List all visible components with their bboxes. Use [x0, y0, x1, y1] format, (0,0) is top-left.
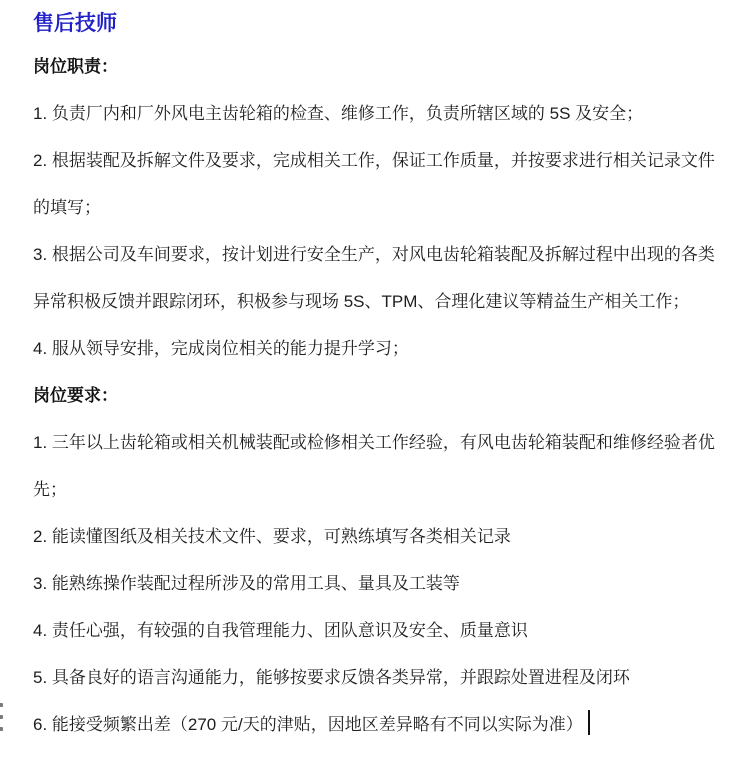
responsibility-item-2-line-1: 2. 根据装配及拆解文件及要求，完成相关工作，保证工作质量，并按要求进行相关记录文件	[33, 151, 715, 170]
responsibility-item-3-line-2: 异常积极反馈并跟踪闭环，积极参与现场 5S、TPM、合理化建议等精益生产相关工作；	[33, 292, 690, 311]
drag-handle-icon	[0, 703, 4, 735]
responsibility-item-2-line-2: 的填写；	[33, 198, 101, 217]
text-cursor	[588, 710, 590, 735]
section-heading-requirements: 岗位要求：	[33, 386, 118, 405]
requirement-item-1-line-2: 先；	[33, 480, 67, 499]
drag-handle-dot	[0, 727, 3, 731]
requirement-item-6-text: 6. 能接受频繁出差（270 元/天的津贴，因地区差异略有不同以实际为准）	[33, 715, 583, 734]
requirement-item-5-line-1: 5. 具备良好的语言沟通能力，能够按要求反馈各类异常，并跟踪处置进程及闭环	[33, 668, 630, 687]
page-title: 售后技师	[33, 12, 117, 35]
responsibility-item-4-line-1: 4. 服从领导安排，完成岗位相关的能力提升学习；	[33, 339, 409, 358]
requirement-item-3-line-1: 3. 能熟练操作装配过程所涉及的常用工具、量具及工装等	[33, 574, 460, 593]
responsibility-item-3-line-1: 3. 根据公司及车间要求，按计划进行安全生产，对风电齿轮箱装配及拆解过程中出现的各类	[33, 245, 715, 264]
section-heading-responsibilities: 岗位职责：	[33, 57, 118, 76]
requirement-item-1-line-1: 1. 三年以上齿轮箱或相关机械装配或检修相关工作经验，有风电齿轮箱装配和维修经验者优	[33, 433, 715, 452]
requirement-item-2-line-1: 2. 能读懂图纸及相关技术文件、要求，可熟练填写各类相关记录	[33, 527, 511, 546]
responsibility-item-1-line-1: 1. 负责厂内和厂外风电主齿轮箱的检查、维修工作，负责所辖区域的 5S 及安全；	[33, 104, 644, 123]
requirement-item-6-line-1	[33, 701, 719, 748]
drag-handle-dot	[0, 703, 3, 707]
drag-handle-dot	[0, 715, 3, 719]
requirement-item-4-line-1: 4. 责任心强，有较强的自我管理能力、团队意识及安全、质量意识	[33, 621, 528, 640]
